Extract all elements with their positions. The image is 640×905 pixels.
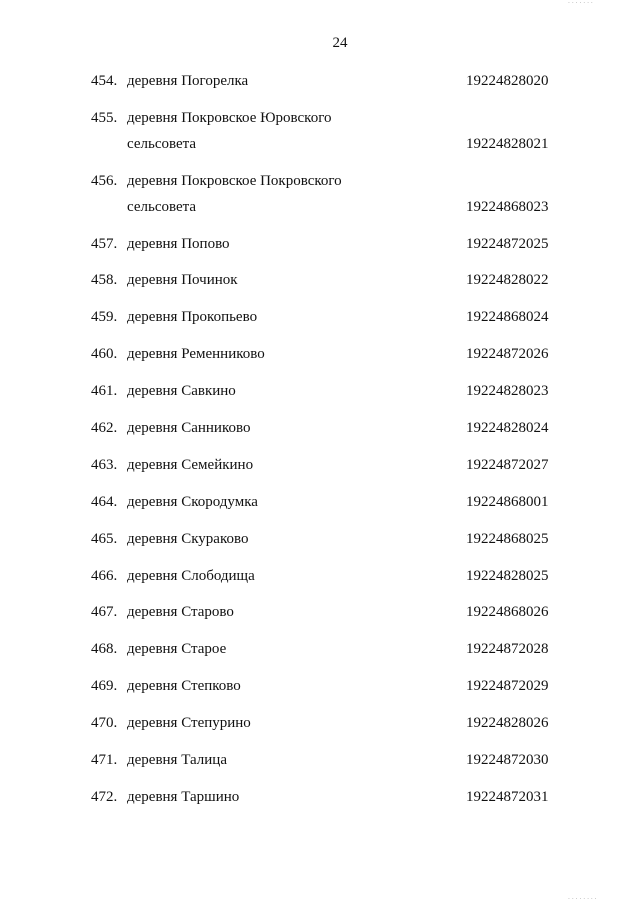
entry-code: 19224872025 [466,236,549,252]
entry-number: 463. [91,457,118,473]
entry-name-continuation: сельсовета [127,136,197,152]
page-number: 24 [332,35,348,51]
entry-code: 19224828024 [466,420,549,436]
entry-name: деревня Семейкино [127,457,254,473]
entry-number: 469. [91,678,118,694]
entry-code: 19224872029 [466,678,549,694]
entry-code: 19224872027 [466,457,549,473]
entry-code: 19224872026 [466,346,549,362]
entry-name: деревня Покровское Юровского [127,110,332,126]
entry-number: 472. [91,789,118,805]
entry-number: 458. [91,272,118,288]
entry-number: 459. [91,309,118,325]
entry-name: деревня Санниково [127,420,251,436]
entry-number: 455. [91,110,118,126]
entry-code: 19224868026 [466,604,549,620]
entry-code: 19224868025 [466,531,549,547]
entry-code: 19224872030 [466,752,549,768]
entry-name-continuation: сельсовета [127,199,197,215]
scan-artifact-mark: · · · · · · · [568,0,593,7]
entry-code: 19224868001 [466,494,549,510]
entry-name: деревня Слободища [127,568,255,584]
entry-code: 19224828020 [466,73,549,89]
entry-code: 19224828025 [466,568,549,584]
entry-name: деревня Попово [127,236,230,252]
entry-number: 461. [91,383,118,399]
entry-number: 468. [91,641,118,657]
entry-name: деревня Старово [127,604,234,620]
entry-number: 462. [91,420,118,436]
entry-code: 19224828021 [466,136,549,152]
entry-name: деревня Таршино [127,789,240,805]
entry-name: деревня Степково [127,678,241,694]
entry-name: деревня Талица [127,752,227,768]
entry-number: 466. [91,568,118,584]
entry-name: деревня Скородумка [127,494,258,510]
entry-number: 457. [91,236,118,252]
entry-number: 465. [91,531,118,547]
entry-number: 464. [91,494,118,510]
entry-number: 454. [91,73,118,89]
entry-number: 470. [91,715,118,731]
entry-code: 19224828026 [466,715,549,731]
entry-name: деревня Скураково [127,531,249,547]
entry-name: деревня Прокопьево [127,309,258,325]
entry-number: 460. [91,346,118,362]
entry-name: деревня Починок [127,272,238,288]
entry-name: деревня Степурино [127,715,251,731]
entry-number: 467. [91,604,118,620]
entry-code: 19224828022 [466,272,549,288]
entry-code: 19224872028 [466,641,549,657]
entry-name: деревня Покровское Покровского [127,173,342,189]
entry-number: 471. [91,752,118,768]
entry-name: деревня Савкино [127,383,236,399]
entry-name: деревня Старое [127,641,227,657]
scan-artifact-mark: · · · · · · · · [568,896,597,903]
entry-name: деревня Погорелка [127,73,249,89]
entry-name: деревня Ременниково [127,346,265,362]
entry-code: 19224828023 [466,383,549,399]
entry-code: 19224868024 [466,309,549,325]
entry-code: 19224872031 [466,789,549,805]
entry-number: 456. [91,173,118,189]
entry-code: 19224868023 [466,199,549,215]
